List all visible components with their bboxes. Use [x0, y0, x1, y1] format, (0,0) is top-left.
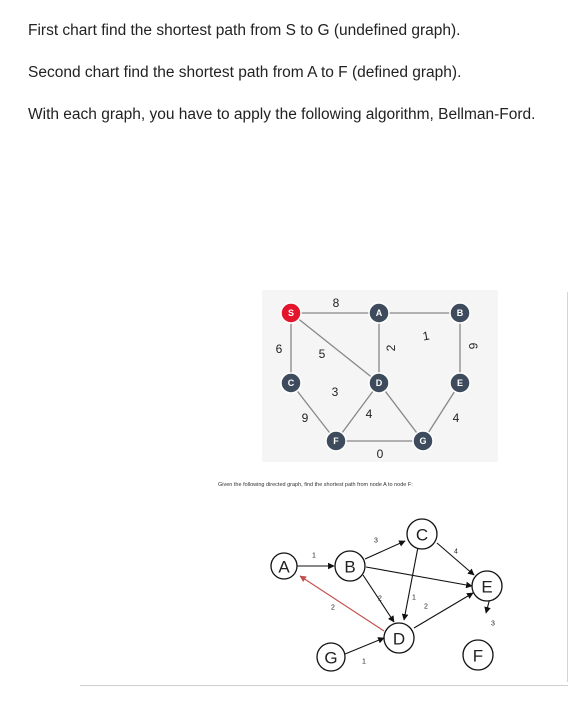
- node-D: [369, 373, 389, 393]
- graph2: [271, 519, 502, 671]
- node-C-label: C: [287, 378, 295, 388]
- weight-B-E: 6: [466, 342, 480, 350]
- edge-C-D: [404, 547, 418, 620]
- node-S-label: S: [287, 308, 295, 318]
- node-F-label: F: [333, 436, 339, 446]
- node-G-label: G: [419, 436, 427, 446]
- weight-C-E: 4: [454, 548, 458, 556]
- node-E-label: E: [481, 577, 493, 597]
- graph1: [262, 290, 498, 462]
- node-A-label: A: [375, 308, 383, 318]
- node-F: [326, 431, 346, 451]
- node-F-label: F: [472, 646, 484, 666]
- edge-D-E: [414, 593, 473, 628]
- node-G-label: G: [324, 648, 338, 668]
- node-B-label: B: [344, 557, 356, 577]
- instruction-line-2: Second chart find the shortest path from A to F (defined graph).: [28, 64, 462, 81]
- node-B-label: B: [456, 308, 464, 318]
- edge-D-A: [300, 576, 384, 631]
- weight-S-C: 6: [275, 342, 283, 356]
- weight-B-D: 2: [378, 595, 382, 603]
- weight-D-G: 4: [365, 407, 373, 421]
- node-C-label: C: [415, 525, 429, 545]
- node-D-label: D: [375, 378, 383, 388]
- node-E: [450, 373, 470, 393]
- weight-E-F: 3: [491, 620, 495, 628]
- weight-S-A: 8: [332, 296, 340, 310]
- node-G: [413, 431, 433, 451]
- weight-A-B: 1: [421, 328, 431, 344]
- weight-F-G: 0: [376, 447, 384, 461]
- weight-C-F: 9: [301, 411, 309, 425]
- weight-A-D: 2: [384, 344, 398, 352]
- graph2-caption: Given the following directed graph, find the shortest path from node A to node F:: [218, 482, 413, 488]
- node-A-label: A: [278, 557, 290, 577]
- weight-G-D: 1: [362, 658, 366, 666]
- node-C: [281, 373, 301, 393]
- instruction-line-1: First chart find the shortest path from S to G (undefined graph).: [28, 22, 461, 39]
- node-E-label: E: [456, 378, 464, 388]
- weight-D-A: 2: [331, 604, 335, 612]
- graph2-nodes: [271, 519, 502, 671]
- weight-S-D: 5: [318, 347, 326, 361]
- weight-D-F: 3: [331, 385, 339, 399]
- weight-C-D: 1: [412, 594, 416, 602]
- node-B: [450, 303, 470, 323]
- node-S: [281, 303, 301, 323]
- edge-B-E: [366, 567, 472, 586]
- edge-G-D: [345, 638, 384, 654]
- instruction-line-3: With each graph, you have to apply the following algorithm, Bellman-Ford.: [28, 106, 536, 123]
- weight-B-C: 3: [374, 537, 378, 545]
- edge-B-C: [365, 541, 405, 559]
- node-A: [369, 303, 389, 323]
- weight-B-E: 2: [424, 603, 428, 611]
- weight-E-G: 4: [452, 411, 460, 425]
- weight-A-B: 1: [312, 552, 316, 560]
- node-D-label: D: [392, 629, 406, 649]
